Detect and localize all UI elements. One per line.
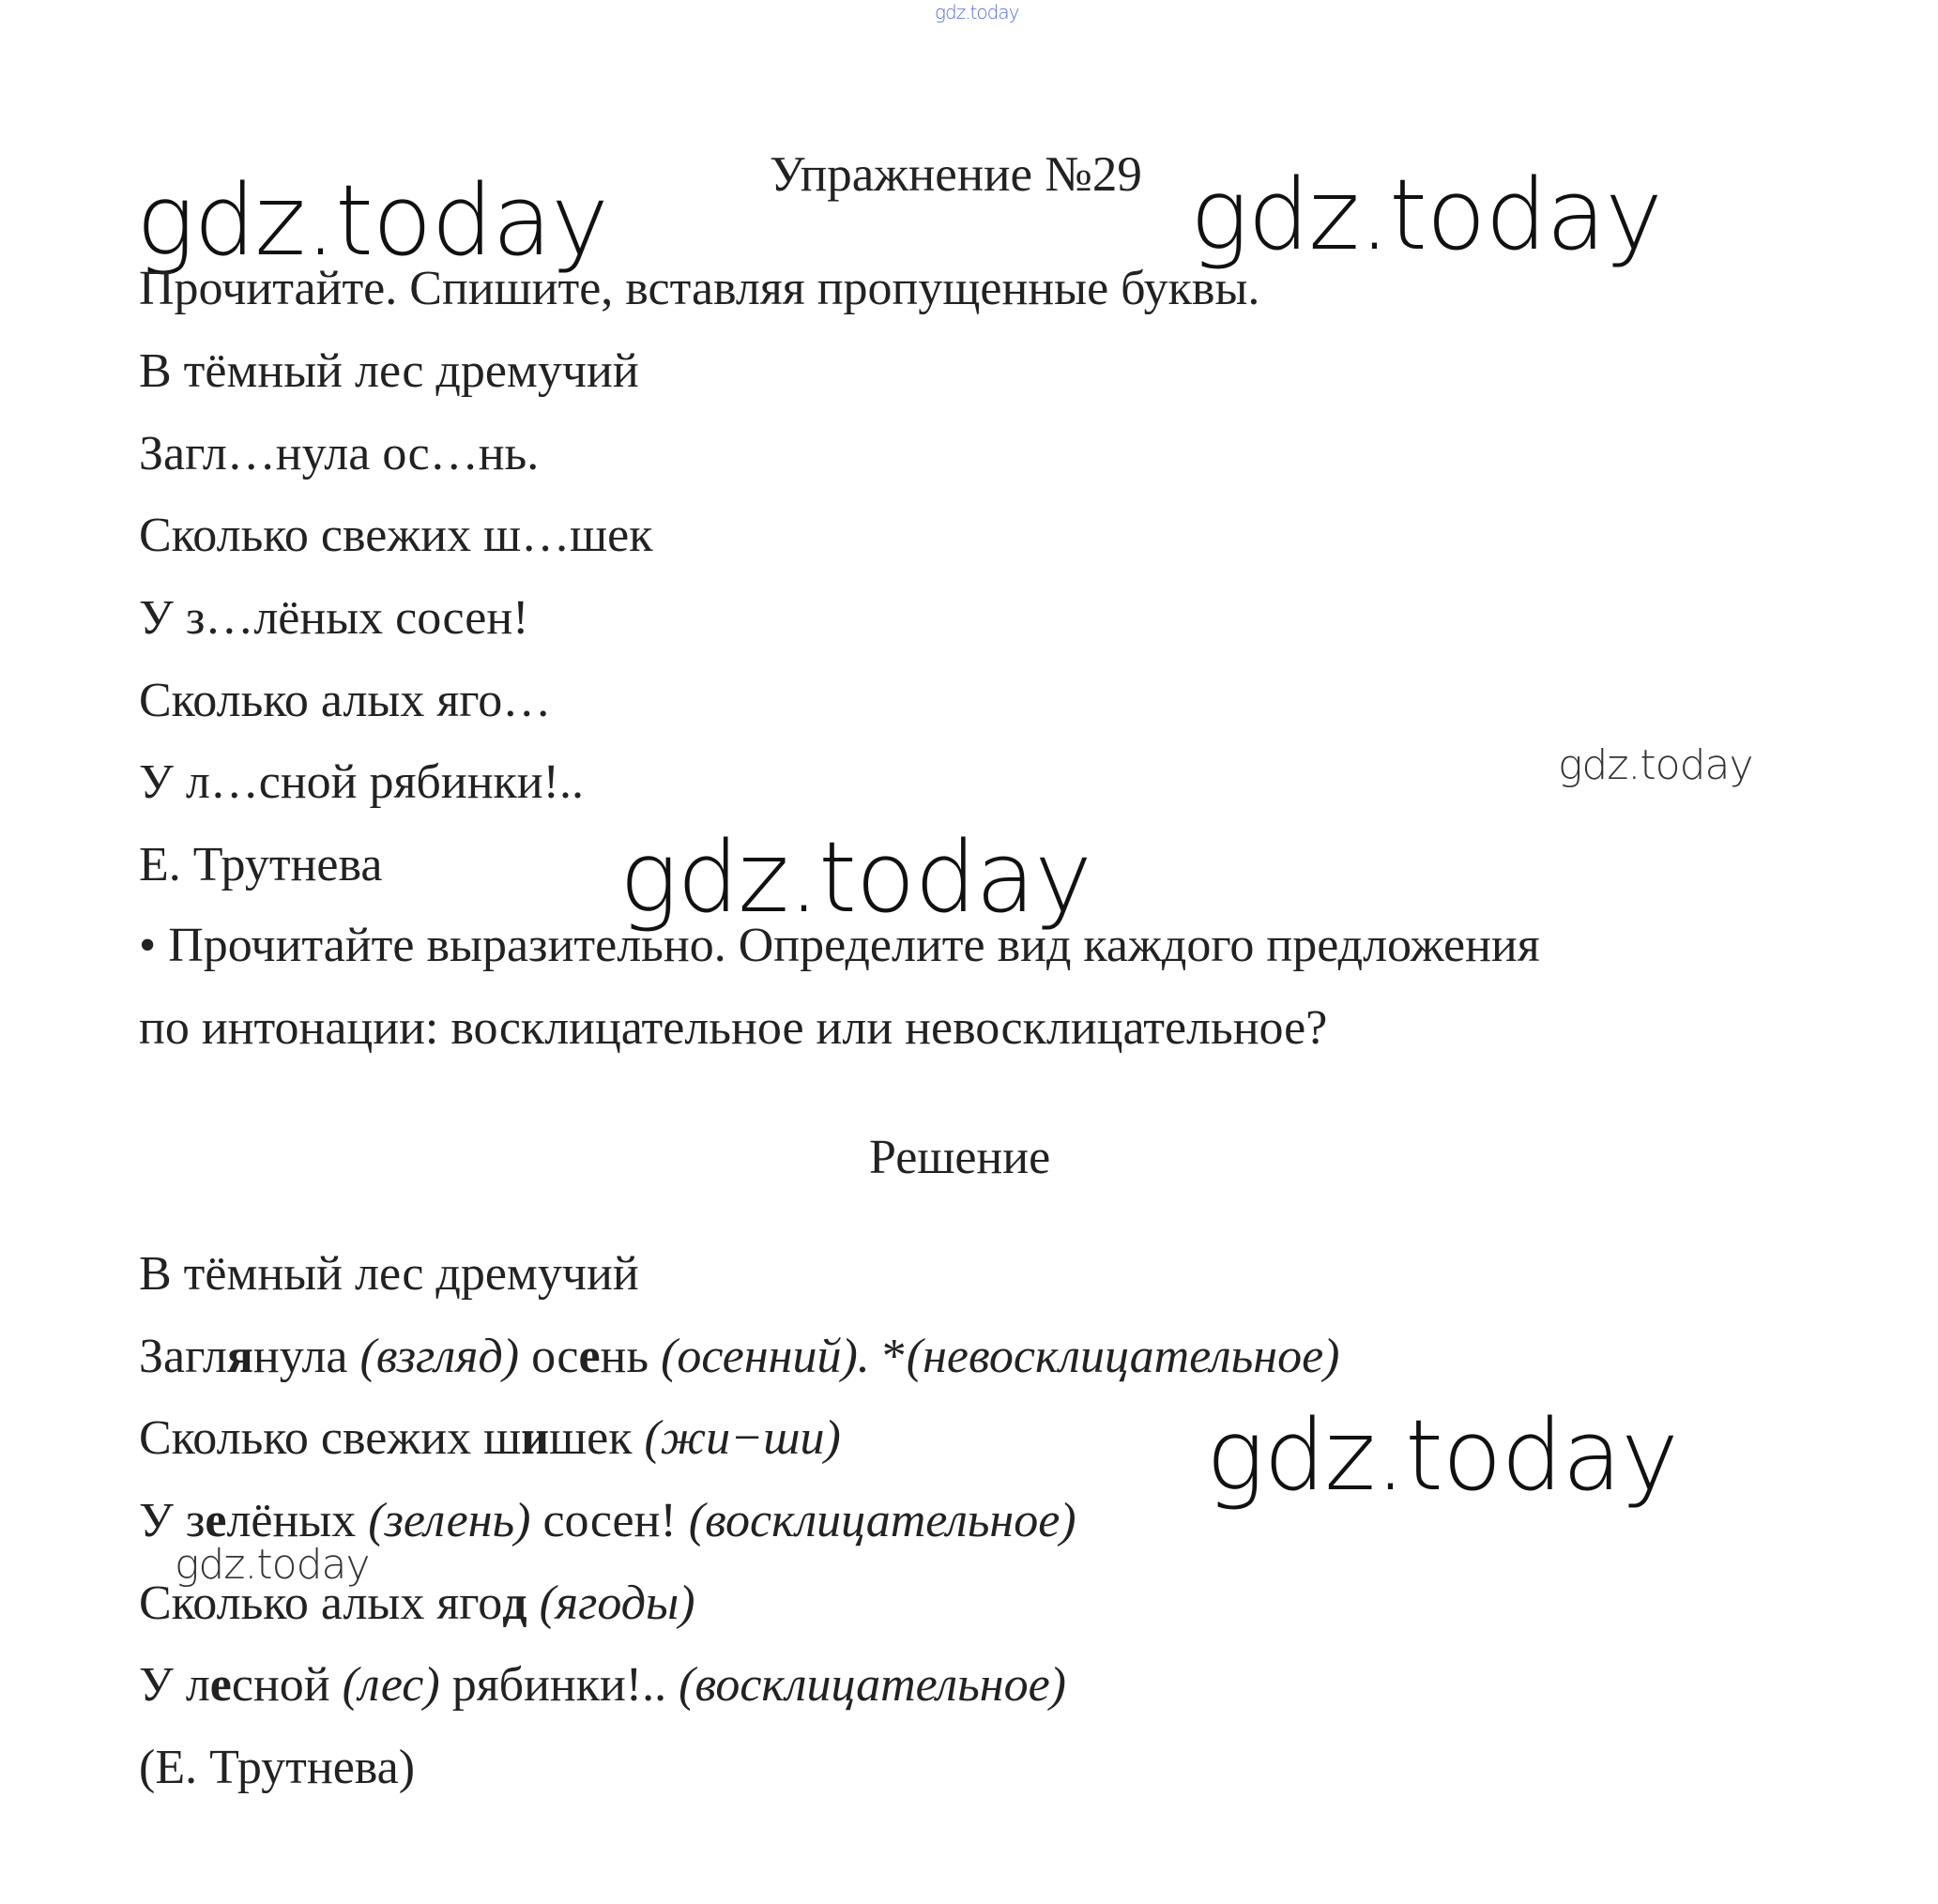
solution-author: (Е. Трутнева): [139, 1741, 416, 1794]
explanation: (зелень): [368, 1494, 531, 1547]
intonation-note: (невосклицательное): [906, 1330, 1340, 1383]
poem-line: Сколько алых яго…: [139, 674, 552, 727]
inserted-letter: е: [205, 1494, 227, 1547]
watermark-large-3: gdz.today: [619, 820, 1091, 935]
explanation: (взгляд): [359, 1330, 520, 1383]
poem-line: У л…сной рябинки!..: [139, 755, 584, 809]
intonation-note: (восклицательное): [688, 1494, 1076, 1547]
watermark-small-1: gdz.today: [1558, 741, 1753, 789]
poem-line: У з…лёных сосен!: [139, 591, 529, 645]
solution-line-3: Сколько свежих шишек (жи−ши): [139, 1411, 841, 1465]
inserted-letter: я: [226, 1330, 253, 1383]
solution-heading: Решение: [869, 1131, 1051, 1184]
inserted-letter: и: [521, 1411, 550, 1465]
solution-line-6: У лесной (лес) рябинки!.. (восклицательное): [139, 1658, 1066, 1712]
inserted-letter: е: [578, 1330, 601, 1383]
solution-line-2: Заглянула (взгляд) осень (осенний). *(невосклицательное): [139, 1330, 1340, 1383]
inserted-letter: д: [502, 1577, 527, 1630]
watermark-large-2: gdz.today: [1190, 158, 1662, 272]
task-line-2: по интонации: восклицательное или невосклицательное?: [139, 1001, 1328, 1055]
watermark-top: gdz.today: [935, 1, 1019, 23]
explanation: (лес): [342, 1658, 440, 1712]
task-line-1: • Прочитайте выразительно. Определите вид каждого предложения: [139, 919, 1540, 972]
poem-author: Е. Трутнева: [139, 838, 383, 891]
watermark-large-4: gdz.today: [1206, 1398, 1678, 1513]
explanation: (ягоды): [539, 1577, 695, 1630]
exercise-title: Упражнение №29: [770, 147, 1142, 202]
inserted-letter: е: [209, 1658, 232, 1712]
watermark-small-2: gdz.today: [175, 1541, 370, 1589]
solution-line-4: У зелёных (зелень) сосен! (восклицательное): [139, 1494, 1076, 1547]
watermark-large-1: gdz.today: [136, 163, 608, 278]
solution-line-1: В тёмный лес дремучий: [139, 1247, 639, 1301]
poem-line: В тёмный лес дремучий: [139, 344, 639, 398]
explanation: (осенний).: [661, 1330, 870, 1383]
intonation-note: (восклицательное): [679, 1658, 1066, 1712]
poem-line: Сколько свежих ш…шек: [139, 509, 653, 562]
explanation: (жи−ши): [644, 1411, 841, 1465]
solution-line-5: Сколько алых ягод (ягоды): [139, 1577, 695, 1630]
exercise-instruction: Прочитайте. Спишите, вставляя пропущенные буквы.: [139, 262, 1260, 315]
poem-line: Загл…нула ос…нь.: [139, 427, 540, 480]
